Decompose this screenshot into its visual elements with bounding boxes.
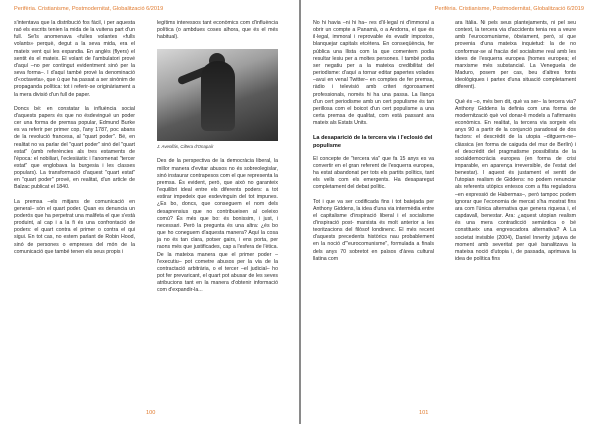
paragraph: Tot i que va ser codificada fins i tot batejada per Anthony Giddens, la idea d'una via intermèdia entre el capitalisme d'inspiració liberal i el socialisme d'inspiració post- marxista és molt anterior a les teoritzacions del filòsof londinenc. El més recent d'aquests precedents històrics nau probablement en la noció d'"eurocomunisme", formulada a finals dels anys 70 sobretot en països d'àrea cultural llatina com <box>313 198 434 262</box>
paragraph: La premsa –els mitjans de comunicació en general– són el quart poder. Quan es denuncia un poderós que ha perpetrat una malifeta el que s'està produint, al cap i a la fi és una confrontació de poders: el quart contra el primer o contra el qui sigui. En tot cas, no estem parlant de Robin Hood, sinó de persones o empreses del món de la comunicació que també tenen els seus propis i <box>14 198 135 255</box>
right-page-column-2 <box>455 20 576 263</box>
section-heading: La desaparició de la tercera via i l'eclosió del populisme <box>313 135 433 149</box>
photo-caption: J. Avenllás, Ciltera d'Onapaír <box>157 144 214 150</box>
right-page <box>301 0 600 424</box>
paragraph: legítims interessos tant econòmics com d'influència política (o ambdues coses alhora, que és el més habitual). <box>157 20 278 41</box>
paragraph: ara Itàlia. Ni pels seus plantejaments, ni pel seu context, la tercera via d'accidents tenia res a veure amb l'eurocomunisme, òbviament, però, sí que provenia d'una mateixa inquietud: la de no conformar-se al fracàs del socialisme real amb les idees de l'esquerra europea (homes europea; el marxisme més substancial. La Veneguela de Maduro, posem per cas, beu d'altres fonts ideològiques i partex d'una situació completament diferent). <box>455 20 576 91</box>
paragraph: No hi havia –ni hi ha– res d'il·legal ni d'immoral a obrir un compte a Panamà, o a Andorra, el que és il·legal, immoral i reprovable és evadir impostos, blanquejar capitals etcètera. En conseqüència, fer pública una llista com la que comentem podia resultar lesiu per a moltes persones. I també podia ser negatiu per a la mateixa credibilitat del periodisme: d'aquí a tornar editar papertes volades –avui en venal Twitter– en comptes de fer premsa, ràdio i televisió amb criteri rigorosament professionals, només hi ha una passa. La llança d'un cert periodisme amb un cert populisme és tan perillosa com el boicot d'un cert populisme a una certa premsa de qualitat, com està passant ara mateix als Estats Units. <box>313 20 434 127</box>
page-number-right: 101 <box>419 410 429 416</box>
paragraph: Doncs bé: en constatar la influència social d'aquests papers és que no ésdevingué un poder cer una forma de premsa popular, Edmund Burke es va referir per primer cop, l'any 1787, poc abans de la revolució francesa, al "quart poder". Bé, en realitat no va parlar del "quart poder" sinó del "quart estat" (amb referències als tres estaments de l'època: el nobiliari, l'eclesiàstic i l'anomenat "tercer estat" que englobava la burgesia i les classes populars). La transformació d'aquest "quart estat" en "quart poder" prové, en realitat, d'un article de Balzac publicat el 1840. <box>14 105 135 191</box>
photo <box>157 49 278 141</box>
left-page-column-1 <box>14 20 135 256</box>
page-number-left: 100 <box>146 410 156 416</box>
paragraph: Des de la perspectiva de la democràcia liberal, la millor manera d'evitar abusos no és sobreolegislar, sinó instaurar contrapesos com el que representa la premsa. És evident, però, que això no garanteix l'equilibri ideal entre els diferents poders: a tot estirar impedeix que esdevinguin del tot impunes. ¿Es bo, doncs, que conseguem el nom dels desaprensius que no contribueixen al celeixo comú? És més que bo: és bonissim, i just, i necessari. Però la pregunta és una altra: ¿és bo que ho coneguem d'aquesta manera? Aquí la cosa ja no és tan clara, potser gairs, i ens porta, per raons més que justificades, cap a l'esfera de l'ètica. De la mateixa manera que el primer poder –l'executiu– pot cometre abusos per la via de la contractació arbitrària, o el tercer –el judicial– ho pot fer prevaricant, el quart pot abusar de les seves atribucions tant en la manera d'obtenir informació com d'expandir-la... <box>157 158 278 294</box>
left-page-column-2 <box>157 20 278 294</box>
running-header-right: Perifèria. Cristianisme, Postmodernitat, Globalització 6/2019 <box>434 6 584 12</box>
left-page <box>0 0 299 424</box>
photo-figure-shape <box>201 61 235 131</box>
right-page-column-1 <box>313 20 434 263</box>
paragraph: El concepte de "tercera via" que fa 15 anys es va convertir en el gran referent de l'esquerra europea, ha estat abandonat per tots els partits polítics, tant els vells com els emergents. Ha desaparegut completament del debat polític. <box>313 155 434 191</box>
paragraph: s'intentava que la distribució fos fàcil, i per aquesta raó els escrits tenien la mida de la vuitena part d'un full. Se'ls anomenava «fulles volantes «fulls volants» perquè, degut a la seva mida, era el mateix vent qui les expandia. En anglès (flyers) el sentit és el mateix. El volant de l'ambulatori prové d'aquí –no per contingut evidentment sinó per la seva forma–. I d'aquí també prové la denominació d'«octaveta», que ú que ha passat a ser sinònim de propaganda política: tot i referir-se originàriament a la mera divisió d'un full de paper. <box>14 20 135 98</box>
paragraph: Què és –o, més ben dit, què va ser– la tercera via? Anthony Giddens la definia com una forma de modernització què vol donar-li models a l'afirmarès econòmics. En realitat, la tercera via sorgeix els anys 90 a partir de la conjunció paradoxal de dos factors: el descrèdit de la utopia –ditguem-ne– clàssica (en forma de caiguda del mur de Berlín) i el descrèdit del pragmatisme possibilista de la socialdemocràcia europea (en forma de crisi imparable, en aparença irreversible, de l'estat del benestar). I aquest és justament el sentit de l'utopian realism de Giddens: no podem renunciar als referents utòpics entesos com a fita reguladora –en expressió de Habermas–, però tampoc podem ignorar que l'economia de mercat s'ha mostrat fins ara com l'única alternativa que genera riquesa i, el capdavall, benestar. Ara: ¿aquest utopian realism és una mera contradicció semàntica o bé constitueix una engrescadora alternativa? A La societat invisible (2004), Daniel Innerity jutjava de moment amb severitat per qué banalitzava la mateixa noció d'utopia i, de passada, aprimava la idea de política fins <box>455 98 576 262</box>
running-header-left: Perifèria. Cristianisme, Postmodernitat, Globalització 6/2019 <box>14 6 164 12</box>
